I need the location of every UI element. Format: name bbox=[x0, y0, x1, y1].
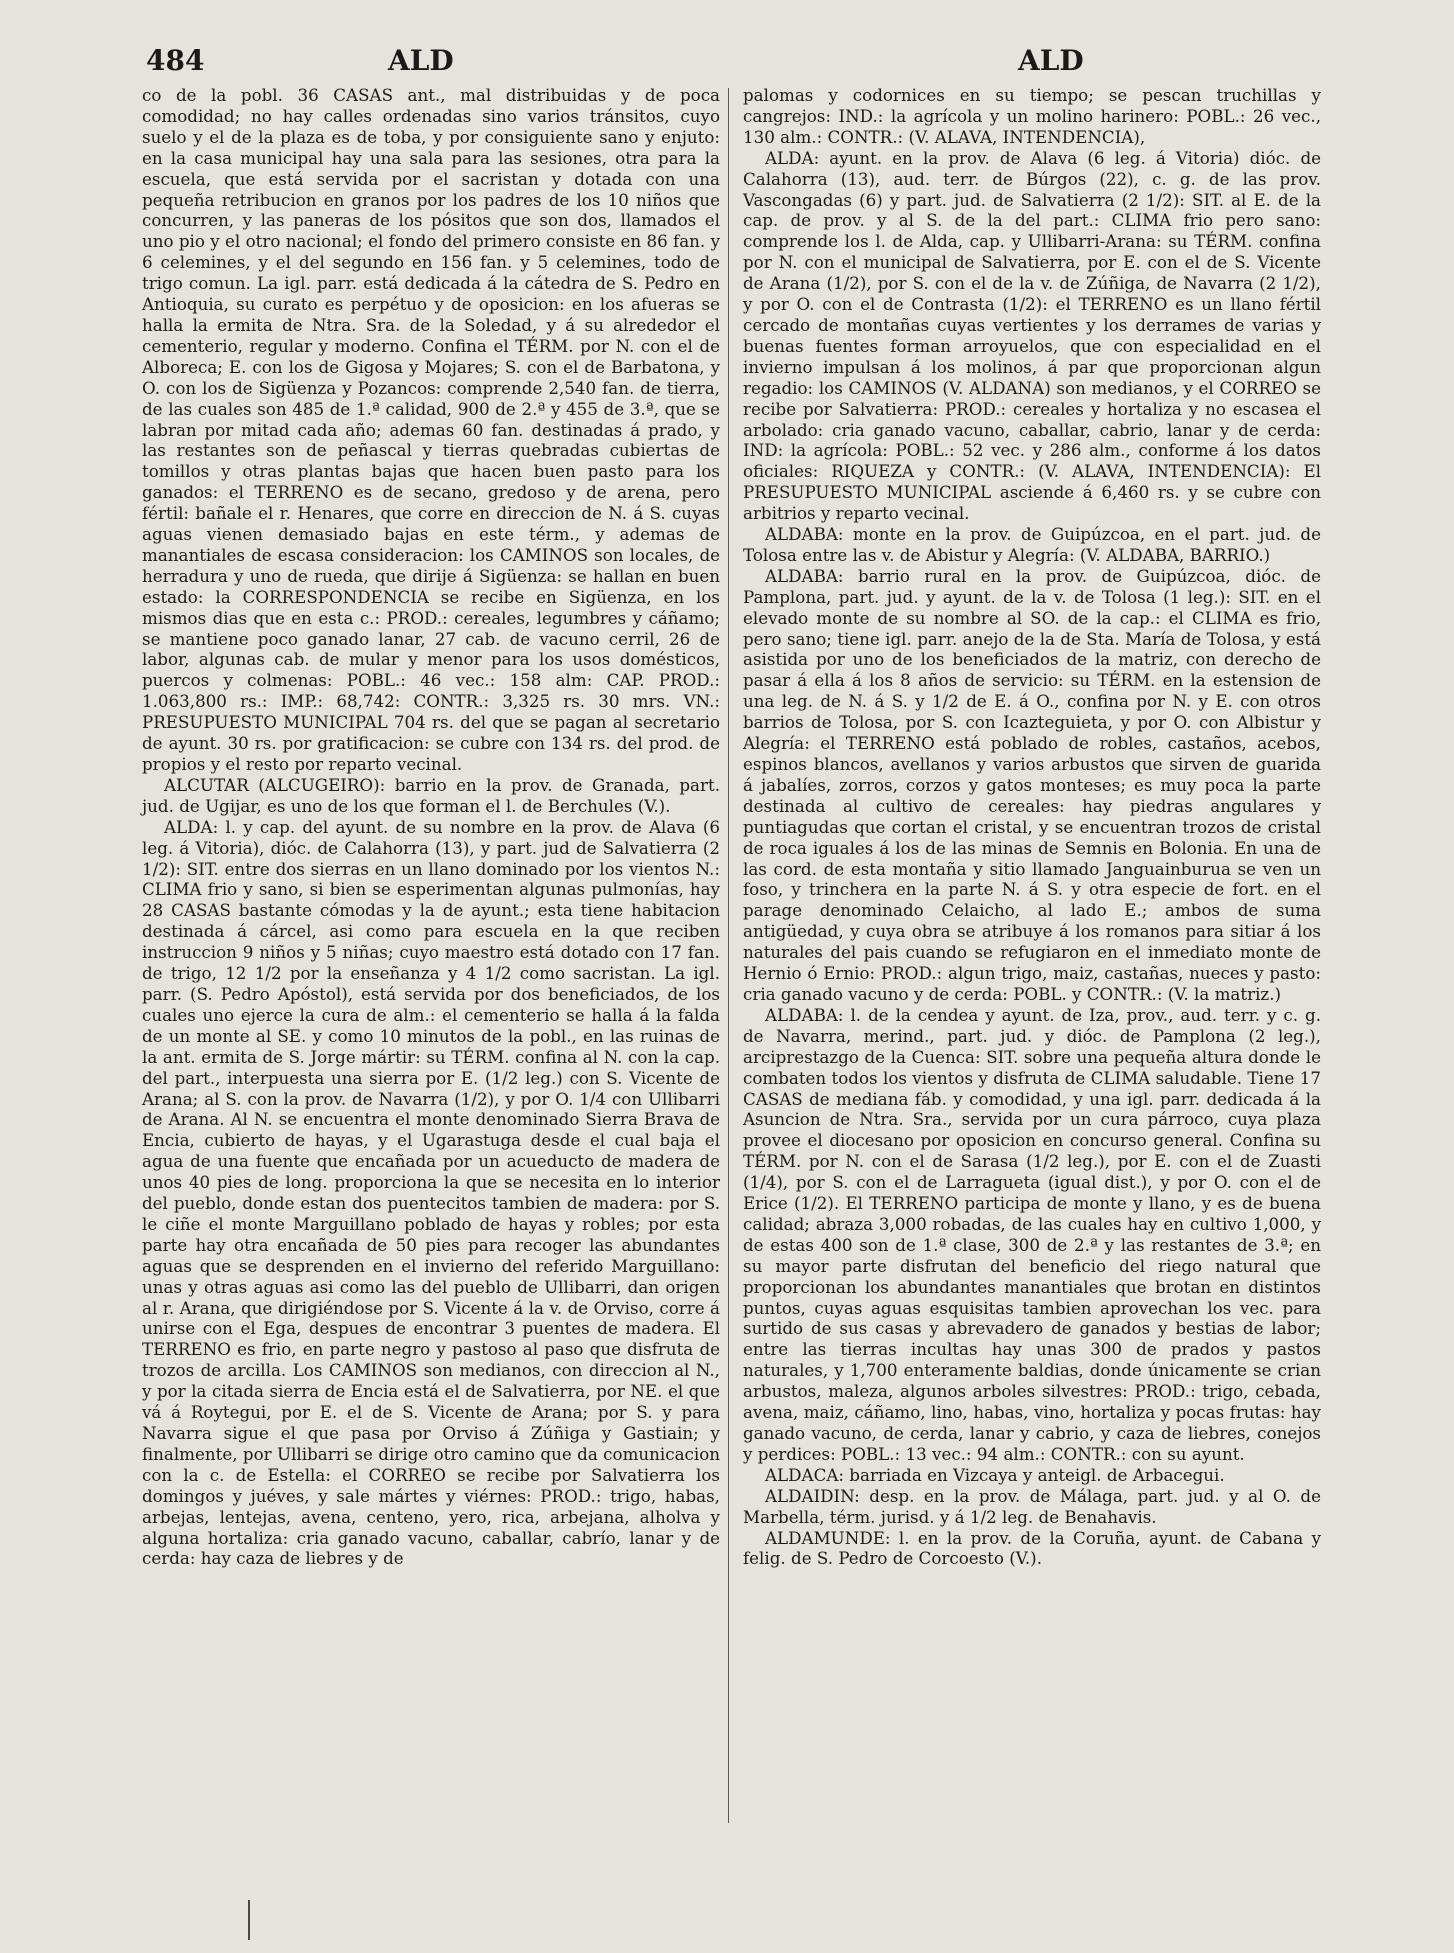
entry-alda-continuation: palomas y codornices en su tiempo; se pescan truchillas y cangrejos: IND.: la agrícola y un molino harinero: POBL.: 26 vec., 130 alm.: CONTR.: (V. ALAVA, INTENDENCIA), bbox=[743, 85, 1321, 147]
entry-aldaba-monte: ALDABA: monte en la prov. de Guipúzcoa, en el part. jud. de Tolosa entre las v. de Abistur y Alegría: (V. ALDABA, BARRIO.) bbox=[743, 524, 1321, 565]
entry-aldaba-barrio: ALDABA: barrio rural en la prov. de Guipúzcoa, dióc. de Pamplona, part. jud. y ayunt. de la v. de Tolosa (1 leg.): SIT. en el elevado monte de su nombre al SO. de la cap.: el CLIMA es frio, pero sano; tiene igl. parr. anejo de la de Sta. María de Tolosa, y está asistida por uno de los beneficiados de la matriz, con derecho de pasar á ella á los 8 años de servicio: su TÉRM. en la estension de una leg. de N. á S. y 1/2 de E. á O., confina por N. y E. con otros barrios de Tolosa, por S. con Icazteguieta, y por O. con Albistur y Alegría: el TERRENO está poblado de robles, castaños, acebos, espinos blancos, avellanos y varios arbustos que sirven de guarida á jabalíes, zorros, corzos y gatos monteses; es muy poca la parte destinada al cultivo de cereales: hay piedras angulares y puntiagudas que cortan el cristal, y se encuentran trozos de cristal de roca iguales á los de las minas de Semnis en Bolonia. En una de las cord. de esta montaña y sitio llamado Janguainburua se ven un foso, y trinchera en la parte N. á S. y otra especie de fort. en el parage denominado Celaicho, al lado E.; ambos de suma antigüedad, y cuya obra se atribuye á los romanos para sitiar á los naturales del pais cuando se refugiaron en el inmediato monte de Hernio ó Ernio: PROD.: algun trigo, maiz, castañas, nueces y pasto: cria ganado vacuno y de cerda: POBL. y CONTR.: (V. la matriz.) bbox=[743, 565, 1321, 1004]
left-column bbox=[142, 85, 720, 1569]
entry-alcutar: ALCUTAR (ALCUGEIRO): barrio en la prov. de Granada, part. jud. de Ugijar, es uno de los que forman el l. de Berchules (V.). bbox=[142, 774, 720, 816]
right-running-title: ALD bbox=[1018, 44, 1084, 77]
running-header bbox=[0, 44, 1454, 84]
right-column bbox=[743, 85, 1321, 1569]
entry-alda-lugar: ALDA: l. y cap. del ayunt. de su nombre en la prov. de Alava (6 leg. á Vitoria), dióc. de Calahorra (13), y part. jud de Salvatierra (2 1/2): SIT. entre dos sierras en un llano dominado por los vientos N.: CLIMA frio y sano, si bien se esperimentan algunas pulmonías, hay 28 CASAS bastante cómodas y la de ayunt.; esta tiene habitacion destinada á cárcel, asi como para escuela en la que reciben instruccion 9 niños y 5 niñas; cuyo maestro está dotado con 17 fan. de trigo, 12 1/2 por la enseñanza y 4 1/2 como sacristan. La igl. parr. (S. Pedro Apóstol), está servida por dos beneficiados, de los cuales uno ejerce la cura de alm.: el cementerio se halla á la falda de un monte al SE. y como 10 minutos de la pobl., en las ruinas de la ant. ermita de S. Jorge mártir: su TÉRM. confina al N. con la cap. del part., interpuesta una sierra por E. (1/2 leg.) con S. Vicente de Arana; al S. con la prov. de Navarra (1/2), y por O. 1/4 con Ullibarri de Arana. Al N. se encuentra el monte denominado Sierra Brava de Encia, cubierto de hayas, y el Ugarastuga desde el cual baja el agua de una fuente que encañada por un acueducto de madera de unos 40 pies de long. proporciona la que se necesita en lo interior del pueblo, donde estan dos puentecitos tambien de madera: por S. le ciñe el monte Marguillano poblado de hayas y robles; por esta parte hay otra encañada de 50 pies para recoger las abundantes aguas que se desprenden en el invierno del referido Marguillano: unas y otras aguas asi como las del pueblo de Ullibarri, dan origen al r. Arana, que dirigiéndose por S. Vicente á la v. de Orviso, corre á unirse con el Ega, despues de encontrar 3 puentes de madera. El TERRENO es frio, en parte negro y pastoso al paso que disfruta de trozos de arcilla. Los CAMINOS son medianos, con direccion al N., y por la citada sierra de Encia está el de Salvatierra, por NE. el que vá á Roytegui, por E. el de S. Vicente de Arana; por S. y para Navarra sigue el que pasa por Orviso á Zúñiga y Gastiain; y finalmente, por Ullibarri se dirige otro camino que da comunicacion con la c. de Estella: el CORREO se recibe por Salvatierra los domingos y juéves, y sale mártes y viérnes: PROD.: trigo, habas, arbejas, lentejas, avena, centeno, yero, rica, arbejana, alholva y alguna hortaliza: cria ganado vacuno, caballar, cabrío, lanar y de cerda: hay caza de liebres y de bbox=[142, 816, 720, 1569]
entry-aldaba-lugar: ALDABA: l. de la cendea y ayunt. de Iza, prov., aud. terr. y c. g. de Navarra, merind., part. jud. y dióc. de Pamplona (2 leg.), arciprestazgo de la Cuenca: SIT. sobre una pequeña altura donde le combaten todos los vientos y disfruta de CLIMA saludable. Tiene 17 CASAS de mediana fáb. y comodidad, y una igl. parr. dedicada á la Asuncion de Ntra. Sra., servida por un cura párroco, cuya plaza provee el diocesano por oposicion en concurso general. Confina su TÉRM. por N. con el de Sarasa (1/2 leg.), por E. con el de Zuasti (1/4), por S. con el de Larragueta (igual dist.), y por O. con el de Erice (1/2). El TERRENO participa de monte y llano, y es de buena calidad; abraza 3,000 robadas, de las cuales hay en cultivo 1,000, y de estas 400 son de 1.ª clase, 300 de 2.ª y las restantes de 3.ª; en su mayor parte disfrutan del beneficio del riego natural que proporcionan los abundantes manantiales que brotan en distintos puntos, cuyas aguas esquisitas tambien aprovechan los vec. para surtido de sus casas y abrevadero de ganados y bestias de labor; entre las tierras incultas hay unas 300 de prados y pastos naturales, y 1,700 enteramente baldias, donde únicamente se crian arbustos, maleza, algunos arboles silvestres: PROD.: trigo, cebada, avena, maiz, cáñamo, lino, habas, vino, hortaliza y pocas frutas: hay ganado vacuno, de cerda, lanar y cabrio, y caza de liebres, conejos y perdices: POBL.: 13 vec.: 94 alm.: CONTR.: con su ayunt. bbox=[743, 1004, 1321, 1464]
entry-alda-ayuntamiento: ALDA: ayunt. en la prov. de Alava (6 leg. á Vitoria) dióc. de Calahorra (13), aud. terr. de Búrgos (22), c. g. de las prov. Vascongadas (6) y part. jud. de Salvatierra (2 1/2): SIT. al E. de la cap. de prov. y al S. de la del part.: CLIMA frio pero sano: comprende los l. de Alda, cap. y Ullibarri-Arana: su TÉRM. confina por N. con el municipal de Salvatierra, por E. con el de S. Vicente de Arana (1/2), por S. con el de la v. de Zúñiga, de Navarra (2 1/2), y por O. con el de Contrasta (1/2): el TERRENO es un llano fértil cercado de montañas cuyas vertientes y los derrames de varias y buenas fuentes forman arroyuelos, que con especialidad en el invierno impulsan á los molinos, á par que proporcionan algun regadio: los CAMINOS (V. ALDANA) son medianos, y el CORREO se recibe por Salvatierra: PROD.: cereales y hortaliza y no escasea el arbolado: cria ganado vacuno, caballar, cabrio, lanar y de cerda: IND: la agrícola: POBL.: 52 vec. y 286 alm., conforme á los datos oficiales: RIQUEZA y CONTR.: (V. ALAVA, INTENDENCIA): El PRESUPUESTO MUNICIPAL asciende á 6,460 rs. y se cubre con arbitrios y reparto vecinal. bbox=[743, 147, 1321, 524]
column-divider bbox=[728, 88, 729, 1823]
entry-continuation: co de la pobl. 36 CASAS ant., mal distribuidas y de poca comodidad; no hay calles ordenadas sino varios tránsitos, cuyo suelo y el de la plaza es de toba, y por consiguiente sano y enjuto: en la casa municipal hay una sala para las sesiones, otra para la escuela, que está servida por el sacristan y dotada con una pequeña retribucion en granos por los padres de los 10 niños que concurren, y las paneras de los pósitos que son dos, llamados el uno pio y el otro nacional; el fondo del primero consiste en 86 fan. y 6 celemines, y el del segundo en 156 fan. y 5 celemines, todo de trigo comun. La igl. parr. está dedicada á la cátedra de S. Pedro en Antioquia, su curato es perpétuo y de oposicion: en los afueras se halla la ermita de Ntra. Sra. de la Soledad, y á su alrededor el cementerio, regular y moderno. Confina el TÉRM. por N. con el de Alboreca; E. con los de Gigosa y Mojares; S. con el de Barbatona, y O. con los de Sigüenza y Pozancos: comprende 2,540 fan. de tierra, de las cuales son 485 de 1.ª calidad, 900 de 2.ª y 455 de 3.ª, que se labran por mitad cada año; ademas 60 fan. destinadas á prado, y las restantes son de peñascal y tierras quebradas cubiertas de tomillos y otras plantas bajas que hacen buen pasto para los ganados: el TERRENO es de secano, gredoso y de arena, pero fértil: bañale el r. Henares, que corre en direccion de N. á S. cuyas aguas vienen demasiado bajas en este térm., y ademas de manantiales de escasa consideracion: los CAMINOS son locales, de herradura y uno de rueda, que dirije á Sigüenza: se hallan en buen estado: la CORRESPONDENCIA se recibe en Sigüenza, en los mismos dias que en esta c.: PROD.: cereales, legumbres y cáñamo; se mantiene poco ganado lanar, 27 cab. de vacuno cerril, 26 de labor, algunas cab. de mular y menor para los usos domésticos, puercos y colmenas: POBL.: 46 vec.: 158 alm: CAP. PROD.: 1.063,800 rs.: IMP.: 68,742: CONTR.: 3,325 rs. 30 mrs. VN.: PRESUPUESTO MUNICIPAL 704 rs. del que se pagan al secretario de ayunt. 30 rs. por gratificacion: se cubre con 134 rs. del prod. de propios y el resto por reparto vecinal. bbox=[142, 85, 720, 774]
page-crease-mark bbox=[248, 1900, 262, 1940]
page-number: 484 bbox=[146, 44, 205, 77]
entry-aldaidin: ALDAIDIN: desp. en la prov. de Málaga, part. jud. y al O. de Marbella, térm. jurisd. y á 1/2 leg. de Benahavis. bbox=[743, 1485, 1321, 1527]
entry-aldaca: ALDACA: barriada en Vizcaya y anteigl. de Arbacegui. bbox=[765, 1464, 1225, 1485]
left-running-title: ALD bbox=[388, 44, 454, 77]
entry-aldamunde: ALDAMUNDE: l. en la prov. de la Coruña, ayunt. de Cabana y felig. de S. Pedro de Corcoesto (V.). bbox=[743, 1527, 1321, 1569]
